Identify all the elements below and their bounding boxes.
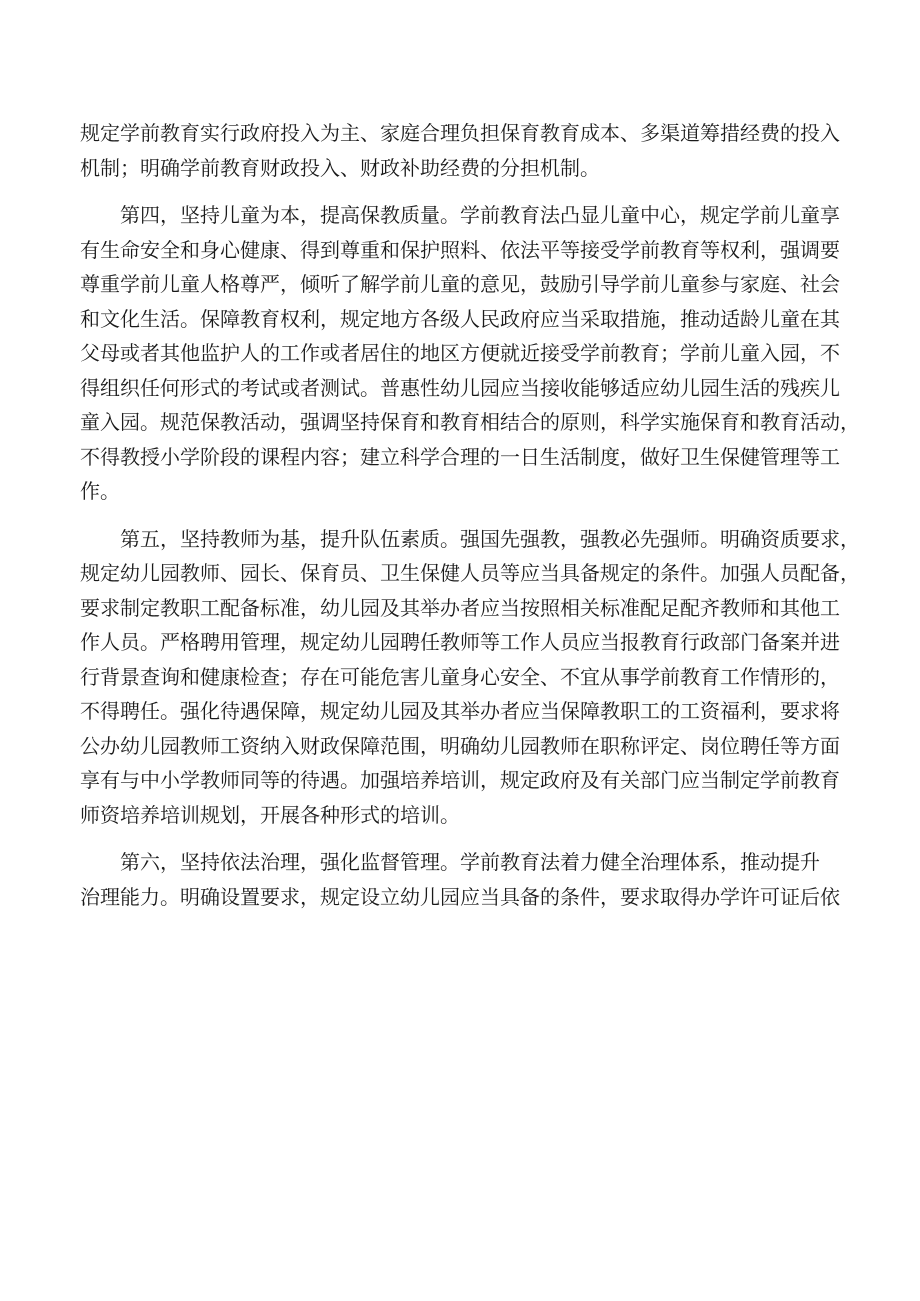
text-line: 尊重学前儿童人格尊严，倾听了解学前儿童的意见，鼓励引导学前儿童参与家庭、社会 <box>80 272 840 296</box>
text-line: 师资培养培训规划，开展各种形式的培训。 <box>80 802 460 827</box>
text-line: 要求制定教职工配备标准，幼儿园及其举办者应当按照相关标准配足配齐教师和其他工 <box>80 595 840 620</box>
text-line: 第六，坚持依法治理，强化监督管理。学前教育法着力健全治理体系，推动提升 <box>120 850 820 874</box>
text-line: 有生命安全和身心健康、得到尊重和保护照料、依法平等接受学前教育等权利，强调要 <box>80 237 840 262</box>
text-line: 第五，坚持教师为基，提升队伍素质。强国先强教，强教必先强师。明确资质要求， <box>120 526 860 551</box>
document-page <box>80 116 860 914</box>
text-line: 享有与中小学教师同等的待遇。加强培养培训，规定政府及有关部门应当制定学前教育 <box>80 768 840 792</box>
text-line: 第四，坚持儿童为本，提高保教质量。学前教育法凸显儿童中心，规定学前儿童享 <box>120 203 840 227</box>
paragraph-1 <box>80 116 850 185</box>
text-line: 行背景查询和健康检查；存在可能危害儿童身心安全、不宜从事学前教育工作情形的， <box>80 664 840 689</box>
paragraph-2 <box>80 198 860 509</box>
text-line: 规定学前教育实行政府投入为主、家庭合理负担保育教育成本、多渠道筹措经费的投入 <box>80 121 840 145</box>
text-line: 作人员。严格聘用管理，规定幼儿园聘任教师等工作人员应当报教育行政部门备案并进 <box>80 630 840 654</box>
text-line: 父母或者其他监护人的工作或者居住的地区方便就近接受学前教育；学前儿童入园，不 <box>80 341 840 365</box>
text-line: 不得聘任。强化待遇保障，规定幼儿园及其举办者应当保障教职工的工资福利，要求将 <box>80 699 840 723</box>
text-line: 和文化生活。保障教育权利，规定地方各级人民政府应当采取措施，推动适龄儿童在其 <box>80 306 840 331</box>
text-line: 治理能力。明确设置要求，规定设立幼儿园应当具备的条件，要求取得办学许可证后依 <box>80 884 840 909</box>
text-line: 童入园。规范保教活动，强调坚持保育和教育相结合的原则，科学实施保育和教育活动， <box>80 410 860 434</box>
text-line: 作。 <box>80 479 120 503</box>
text-line: 机制；明确学前教育财政投入、财政补助经费的分担机制。 <box>80 155 600 180</box>
paragraph-4 <box>80 845 850 914</box>
text-line: 公办幼儿园教师工资纳入财政保障范围，明确幼儿园教师在职称评定、岗位聘任等方面 <box>80 733 840 758</box>
text-line: 得组织任何形式的考试或者测试。普惠性幼儿园应当接收能够适应幼儿园生活的残疾儿 <box>80 375 840 400</box>
paragraph-3 <box>80 522 860 833</box>
text-line: 规定幼儿园教师、园长、保育员、卫生保健人员等应当具备规定的条件。加强人员配备， <box>80 561 860 585</box>
text-line: 不得教授小学阶段的课程内容；建立科学合理的一日生活制度，做好卫生保健管理等工 <box>80 444 840 469</box>
